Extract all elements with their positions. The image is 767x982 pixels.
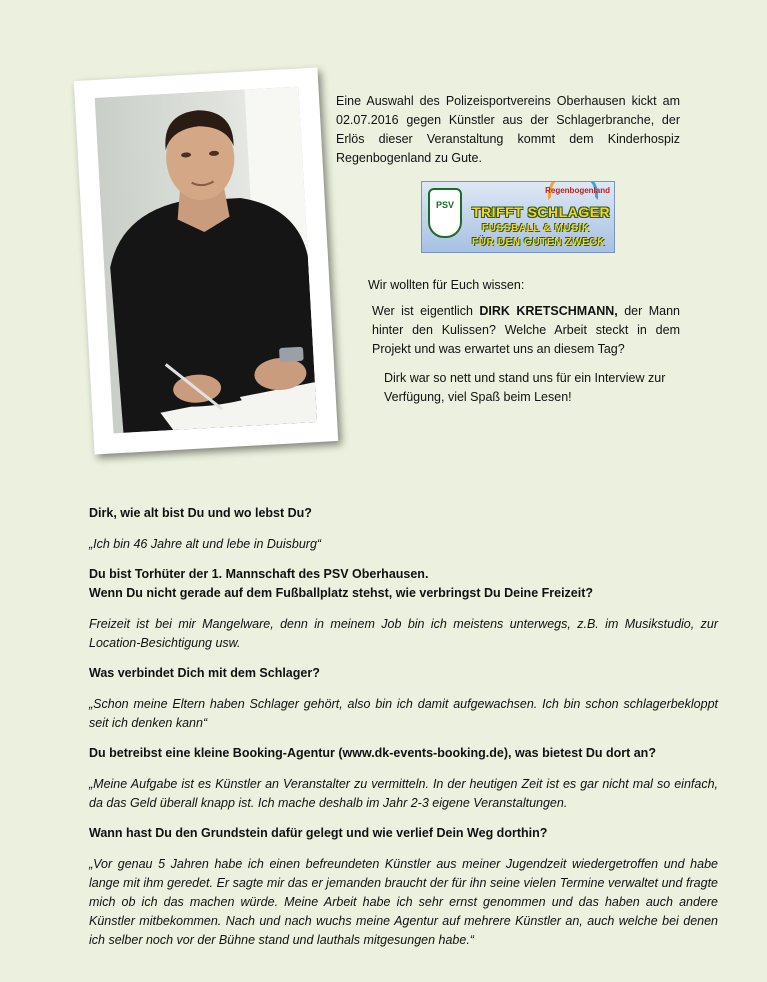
lead-intro-text: Wir wollten für Euch wissen: (368, 278, 525, 292)
event-logo (421, 181, 615, 253)
lead-question-2 (384, 369, 684, 407)
lead-question-2-text: Dirk war so nett und stand uns für ein Interview zur Verfügung, viel Spaß beim Lesen! (384, 371, 666, 404)
logo-line-2: FUSSBALL & MUSIK (482, 223, 590, 234)
logo-line-3: FÜR DEN GUTEN ZWECK (472, 237, 606, 248)
interview-answer: „Meine Aufgabe ist es Künstler an Veranstalter zu vermitteln. In der heutigen Zeit ist es gar nicht mal so einfach, da das Geld überall knapp ist. Ich mache deshalb im Jahr 2-3 eigene Veranstaltungen. (89, 777, 718, 810)
interview-answer: „Schon meine Eltern haben Schlager gehört, also bin ich damit aufgewachsen. Ich bin schon schlagerbekloppt seit ich denken kann“ (89, 697, 718, 730)
lead-q1-before: Wer ist eigentlich (372, 304, 480, 318)
interview-answer: „Vor genau 5 Jahren habe ich einen befreundeten Künstler aus meiner Jugendzeit wiedergetroffen und habe lange mit ihm geredet. Er sagte mir das er jemanden braucht der für ihn seine vielen Termine verwaltet und fragte mich ob ich das machen würde. Meine Arbeit habe ich sehr ernst genommen und das haben auch andere Künstler mitbekommen. Nach und nach wuchs meine Agentur auf mehrere Künstler an, auch welche bei denen ich selber noch vor der Bühne stand und lauthals mitgesungen habe.“ (89, 857, 718, 947)
intro-text: Eine Auswahl des Polizeisportvereins Oberhausen kickt am 02.07.2016 gegen Künstler aus der Schlagerbranche, der Erlös dieser Veranstaltung kommt dem Kinderhospiz Regenbogenland zu Gute. (336, 94, 680, 165)
logo-partner: Regenbogenland (545, 186, 610, 195)
interview-answer: „Ich bin 46 Jahre alt und lebe in Duisburg“ (89, 537, 322, 551)
logo-line-1: TRIFFT SCHLAGER (472, 204, 611, 220)
interview-answer: Freizeit ist bei mir Mangelware, denn in meinem Job bin ich meistens unterwegs, z.B. im Musikstudio, zur Location-Besichtigung usw. (89, 617, 718, 650)
lead-question-1 (372, 302, 680, 359)
interview (89, 504, 718, 950)
interview-question: Was verbindet Dich mit dem Schlager? (89, 666, 320, 680)
intro-paragraph (336, 92, 680, 168)
psv-crest-icon: PSV (428, 188, 462, 238)
photo-frame (74, 67, 338, 454)
interview-question: Du bist Torhüter der 1. Mannschaft des PSV Oberhausen. (89, 567, 429, 581)
lead-q1-name: DIRK KRETSCHMANN, (479, 304, 618, 318)
lead-question-1-text (372, 302, 680, 359)
lead-intro (368, 276, 688, 295)
lead-q1-after: der Mann hinter den Kulissen? Welche Arbeit steckt in dem Projekt und was erwartet uns an diesem Tag? (372, 304, 681, 356)
portrait-photo (95, 87, 317, 434)
interview-question: Dirk, wie alt bist Du und wo lebst Du? (89, 506, 312, 520)
interview-question: Wenn Du nicht gerade auf dem Fußballplatz stehst, wie verbringst Du Deine Freizeit? (89, 586, 594, 600)
interview-question: Du betreibst eine kleine Booking-Agentur (www.dk-events-booking.de), was bietest Du dort an? (89, 746, 656, 760)
interview-question: Wann hast Du den Grundstein dafür gelegt und wie verlief Dein Weg dorthin? (89, 826, 548, 840)
